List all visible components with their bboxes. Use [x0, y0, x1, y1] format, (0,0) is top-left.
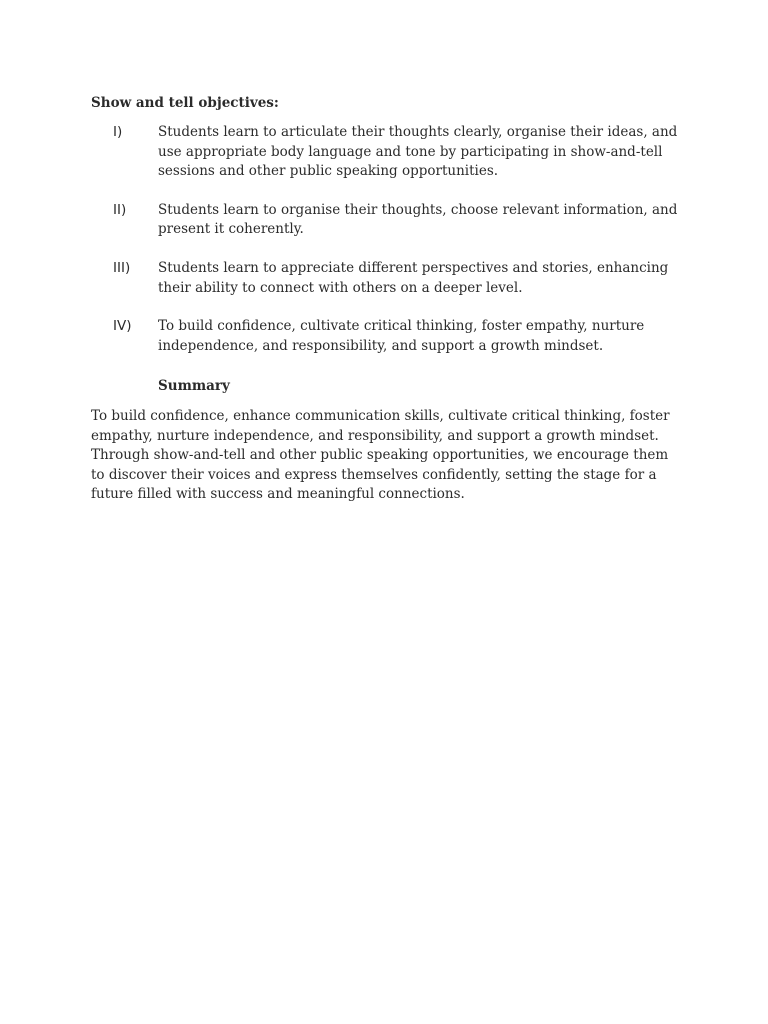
objective-text: To build confidence, cultivate critical thinking, foster empathy, nurture independence, and responsibility, and support a growth mindset. [158, 318, 645, 354]
objective-item-2 [0, 201, 768, 240]
objective-text: Students learn to articulate their thoughts clearly, organise their ideas, and use appropriate body language and tone by participating in show-and-tell sessions and other public speaking opportunities. [158, 124, 678, 180]
objective-item-1 [0, 123, 768, 182]
objectives-list [0, 123, 768, 375]
objective-numeral: II) [113, 201, 127, 218]
summary-paragraph: To build confidence, enhance communication skills, cultivate critical thinking, foster empathy, nurture independence, and responsibility, and support a growth mindset. Through show-and-tell and other public speaking opportunities, we encourage them to discover their voices and express themselves confidently, setting the stage for a future filled with success and meaningful connections. [91, 408, 670, 503]
objective-item-3 [0, 259, 768, 298]
objective-numeral: I) [113, 124, 123, 140]
objectives-heading: Show and tell objectives: [91, 95, 279, 111]
objective-text: Students learn to organise their thoughts, choose relevant information, and present it coherently. [158, 201, 678, 238]
summary-heading: Summary [158, 378, 230, 394]
objective-item-4 [0, 317, 768, 356]
objective-numeral: III) [113, 259, 131, 276]
objective-numeral: IV) [113, 318, 132, 335]
objective-text: Students learn to appreciate different perspectives and stories, enhancing their ability to connect with others on a deeper level. [158, 259, 669, 296]
